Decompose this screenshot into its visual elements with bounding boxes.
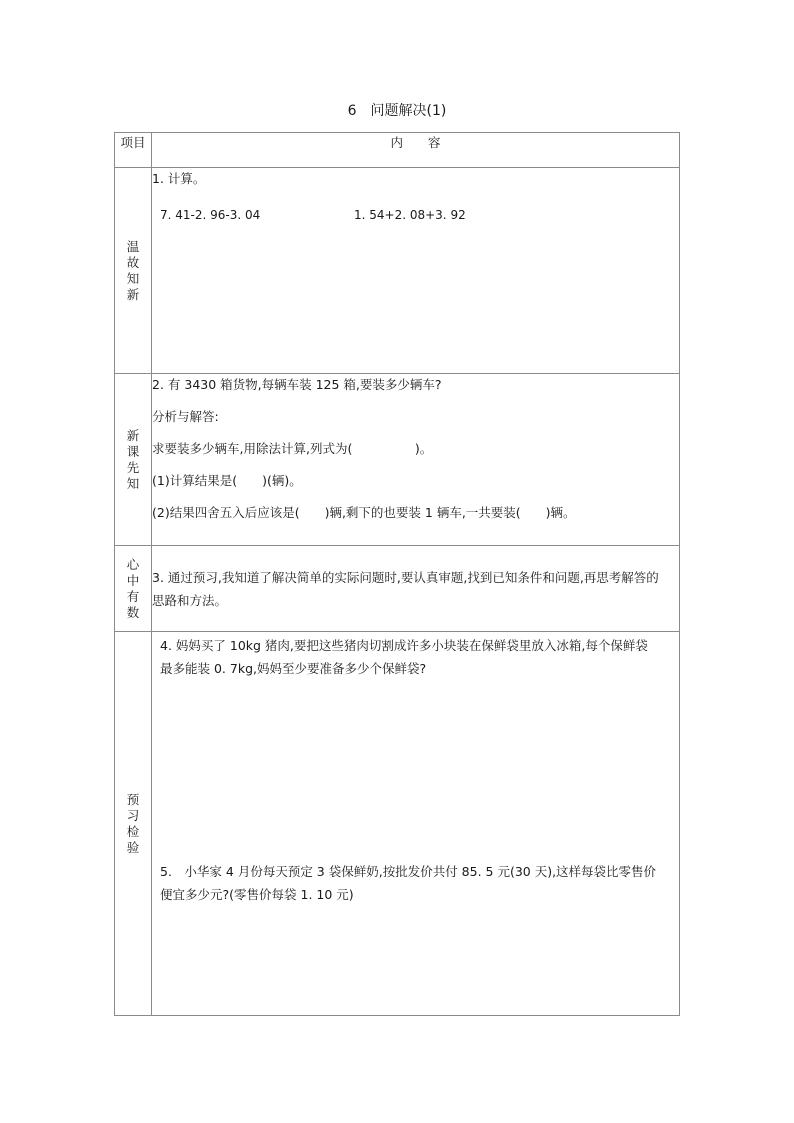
worksheet-title [0,100,794,120]
analysis-label: 分析与解答: [152,409,219,424]
q5-text: 5. 小华家 4 月份每天预定 3 袋保鲜奶,按批发价共付 85. 5 元(30 天),这样每袋比零售价便宜多少元?(零售价每袋 1. 10 元) [160,864,657,902]
q1-title: 1. 计算。 [152,171,206,186]
step0-text: 求要装多少辆车,用除法计算,列式为( )。 [152,441,433,456]
title-text: 问题解决(1) [370,103,447,119]
reflect-label: 心中有数 [126,556,140,620]
title-number: 6 [347,103,357,119]
expr-a: 7. 41-2. 96-3. 04 [160,208,261,222]
header-item: 项目 [115,133,152,168]
q2-text: 2. 有 3430 箱货物,每辆车装 125 箱,要装多少辆车? [152,377,442,392]
header-content: 内 容 [152,133,680,168]
new-label: 新课先知 [126,427,140,491]
reflect-row [115,546,680,632]
q3-text: 3. 通过预习,我知道了解决简单的实际问题时,要认真审题,找到已知条件和问题,再思考解答的思路和方法。 [152,569,659,608]
q4-text: 4. 妈妈买了 10kg 猪肉,要把这些猪肉切割成许多小块装在保鲜袋里放入冰箱,每个保鲜袋最多能装 0. 7kg,妈妈至少要准备多少个保鲜袋? [160,638,648,676]
check-row [115,632,680,1016]
new-row [115,374,680,546]
step2-text: (2)结果四舍五入后应该是( )辆,剩下的也要装 1 辆车,一共要装( )辆。 [152,505,576,520]
review-label: 温故知新 [126,238,140,302]
header-row [115,133,680,168]
review-row [115,168,680,374]
check-label: 预习检验 [126,791,140,855]
expr-b: 1. 54+2. 08+3. 92 [354,208,466,222]
worksheet-table [114,132,680,1016]
step1-text: (1)计算结果是( )(辆)。 [152,473,302,488]
